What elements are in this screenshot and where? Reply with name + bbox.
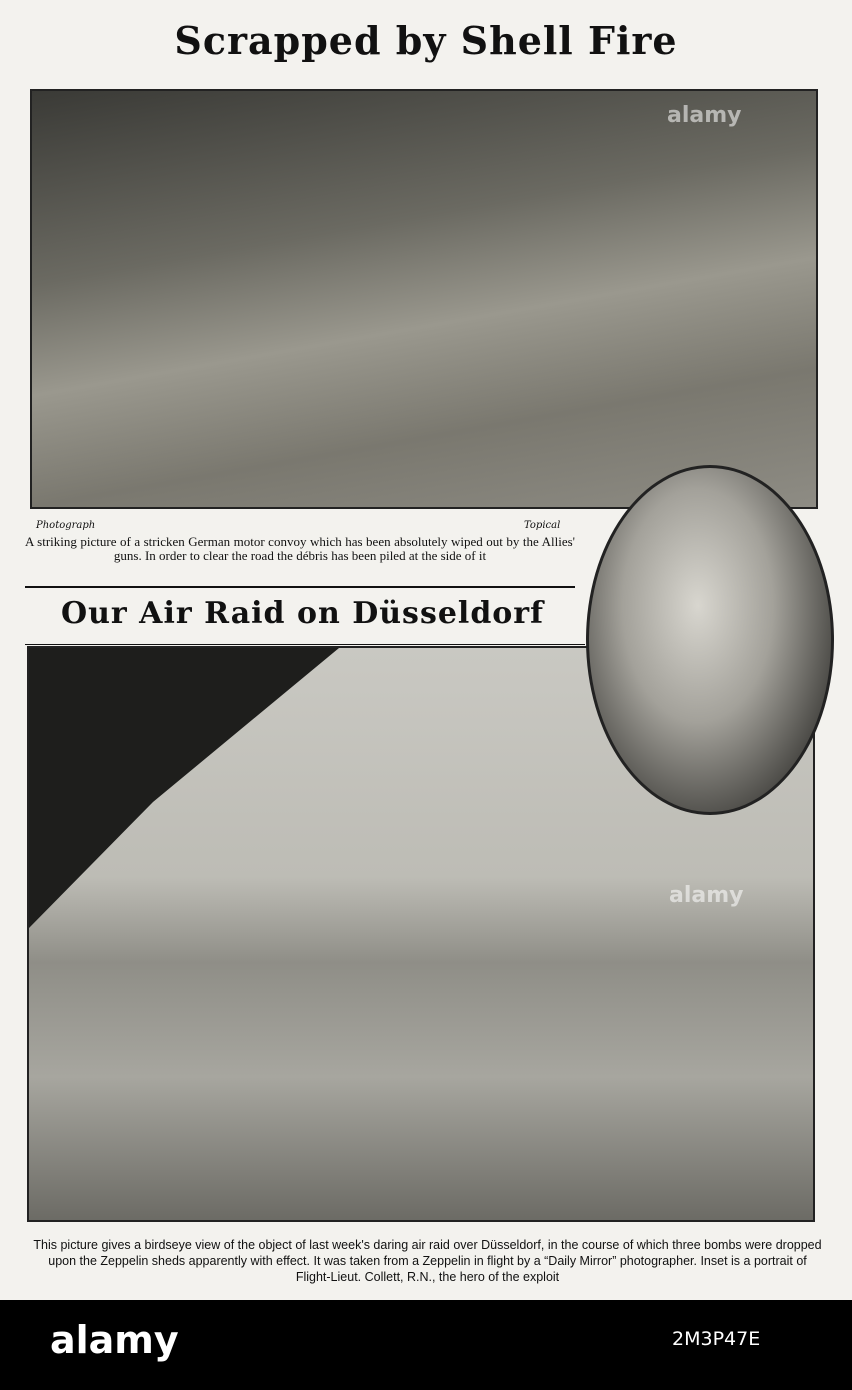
watermark-overlay: alamy: [667, 103, 742, 128]
portrait-flight-lieut-collett: [586, 465, 834, 815]
photo-wrecked-convoy: [30, 89, 818, 509]
air-raid-caption: This picture gives a birdseye view of the object of last week's daring air raid over Düsseldorf, in the course of which three bombs were dropped upon the Zeppelin sheds apparently with effect. It was taken from a Zeppelin in flight by a “Daily Mirror” photographer. Inset is a portrait of Flight-Lieut. Collett, R.N., the hero of the exploit: [33, 1238, 822, 1284]
photo-credit-right: Topical: [524, 520, 561, 531]
zeppelin-hull: [29, 648, 339, 928]
convoy-caption: A striking picture of a stricken German motor convoy which has been absolutely wiped out by the Allies' guns. In order to clear the road the débris has been piled at the side of it: [25, 534, 575, 563]
headline-air-raid: Our Air Raid on Düsseldorf: [60, 596, 545, 631]
divider: [25, 644, 585, 645]
photo-credit-left: Photograph: [36, 520, 96, 531]
alamy-logo: alamy: [50, 1318, 179, 1362]
headline-scrapped-by-shell-fire: Scrapped by Shell Fire: [174, 18, 678, 63]
divider: [25, 586, 575, 588]
watermark-overlay: alamy: [669, 883, 744, 908]
image-code: 2M3P47E: [672, 1328, 761, 1350]
